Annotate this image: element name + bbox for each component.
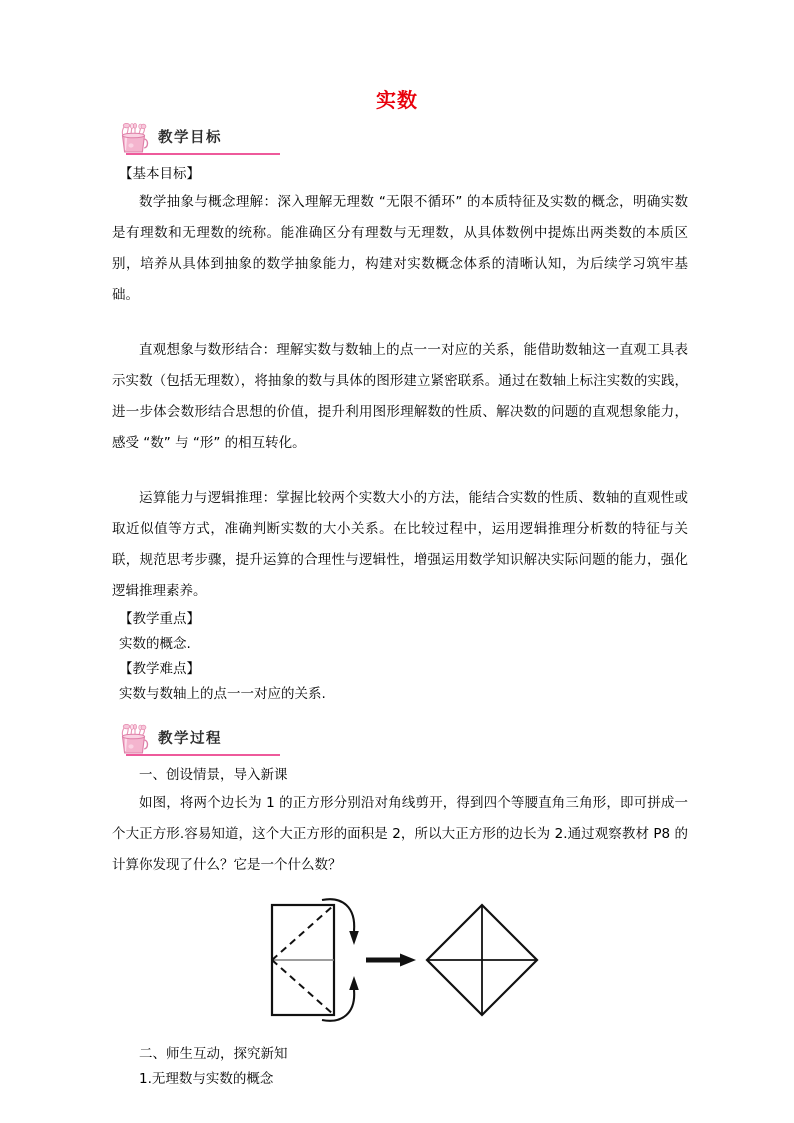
pencil-cup-icon	[114, 724, 154, 756]
page-title: 实数	[376, 88, 418, 112]
spacer	[112, 707, 688, 721]
pencil-cup-icon	[114, 123, 154, 155]
section-heading-label: 教学目标	[158, 130, 222, 146]
step-one-heading: 一、创设情景，导入新课	[139, 767, 288, 783]
section-heading-label: 教学过程	[158, 731, 222, 747]
key-point-text: 实数的概念.	[119, 636, 191, 652]
subheading-key-point: 【教学重点】	[119, 611, 200, 627]
step-two-heading: 二、师生互动，探究新知	[139, 1046, 288, 1062]
step-two-item-one: 1.无理数与实数的概念	[139, 1071, 274, 1087]
tail-block	[112, 1042, 688, 1092]
two-squares-to-diamond-figure	[112, 893, 688, 1028]
section-underline	[126, 153, 280, 155]
section-underline	[126, 754, 280, 756]
paragraph-situation-intro: 如图，将两个边长为 1 的正方形分别沿对角线剪开，得到四个等腰直角三角形，即可拼成一个大正方形.容易知道，这个大正方形的面积是 2，所以大正方形的边长为 2.通过观察教材 P8 的计算你发现了什么？它是一个什么数？	[112, 795, 688, 873]
difficult-point-text: 实数与数轴上的点一一对应的关系.	[119, 686, 326, 702]
section-header-teaching-goals	[112, 122, 688, 156]
subheading-difficult-point: 【教学难点】	[119, 661, 200, 677]
subheading-basic-goals: 【基本目标】	[119, 166, 200, 182]
paragraph-intuitive-imagination: 直观想象与数形结合：理解实数与数轴上的点一一对应的关系，能借助数轴这一直观工具表示实数（包括无理数），将抽象的数与具体的图形建立紧密联系。通过在数轴上标注实数的实践，进一步体会数形结合思想的价值，提升利用图形理解数的性质、解决数的问题的直观想象能力，感受 “数” 与 “形” 的相互转化。	[112, 342, 688, 451]
paragraph-abstraction: 数学抽象与概念理解：深入理解无理数 “无限不循环” 的本质特征及实数的概念，明确实数是有理数和无理数的统称。能准确区分有理数与无理数，从具体数例中提炼出两类数的本质区别，培养从具体到抽象的数学抽象能力，构建对实数概念体系的清晰认知，为后续学习筑牢基础。	[112, 194, 688, 303]
section-header-teaching-process	[112, 723, 688, 757]
paragraph-operation-logic: 运算能力与逻辑推理：掌握比较两个实数大小的方法，能结合实数的性质、数轴的直观性或取近似值等方式，准确判断实数的大小关系。在比较过程中，运用逻辑推理分析数的特征与关联，规范思考步骤，提升运算的合理性与逻辑性，增强运用数学知识解决实际问题的能力，强化逻辑推理素养。	[112, 490, 688, 599]
document-content	[112, 120, 688, 1092]
